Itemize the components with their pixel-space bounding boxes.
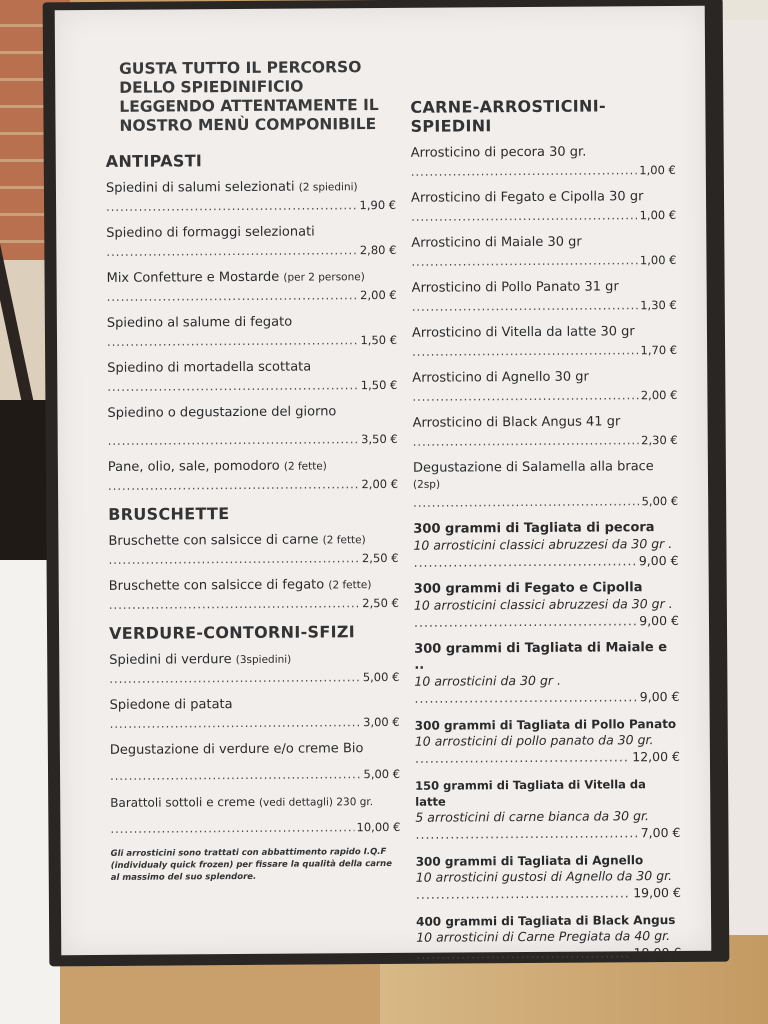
menu-item: Spiedone di patata ..... 3,00 € (110, 696, 400, 731)
menu-item: Mix Confetture e Mostarde (per 2 persone) ..... 2,00 € (107, 269, 397, 304)
menu-item: Arrosticino di Pollo Panato 31 gr ..... 1,30 € (412, 279, 677, 314)
menu-item: Spiedino al salume di fegato ..... 1,50 € (107, 314, 397, 349)
platter-item: 300 grammi di Tagliata di pecora 10 arrosticini classici abruzzesi da 30 gr . ..... 9,00 € (413, 520, 678, 570)
right-column (410, 88, 681, 974)
menu-item: Bruschette con salsicce di fegato (2 fette) ..... 2,50 € (109, 577, 399, 612)
menu-item: Spiedini di salumi selezionati (2 spiedini) ..... 1,90 € (106, 179, 396, 214)
menu-item: Spiedino o degustazione del giorno ..... 3,50 € (107, 404, 397, 448)
platter-item: 300 grammi di Tagliata di Maiale e .. 10 arrosticini da 30 gr . ..... 9,00 € (414, 640, 679, 706)
menu-item: Arrosticino di Fegato e Cipolla 30 gr ..... 1,00 € (411, 189, 676, 224)
menu-item: Spiedino di formaggi selezionati ..... 2,80 € (106, 224, 396, 259)
menu-item: Spiedino di mortadella scottata ..... 1,50 € (107, 359, 397, 394)
platter-item: 400 grammi di Tagliata di Black Angus 10 arrosticini di Carne Pregiata da 40 gr. ..... 19,00 € (416, 912, 681, 962)
section-carne-title: CARNE-ARROSTICINI-SPIEDINI (410, 96, 606, 136)
menu-item: Spiedini di verdure (3spiedini) ..... 5,00 € (109, 651, 399, 686)
menu-item: Arrosticino di Vitella da latte 30 gr ..... 1,70 € (412, 324, 677, 359)
menu-item: Bruschette con salsicce di carne (2 fette) ..... 2,50 € (108, 532, 398, 567)
left-column (105, 58, 401, 884)
platter-item: 300 grammi di Tagliata di Agnello 10 arrosticini gustosi di Agnello da 30 gr. ..... 19,00 € (416, 852, 681, 902)
platter-item: 300 grammi di Tagliata di Pollo Panato 10 arrosticini di pollo panato da 30 gr. ..... 12,00 € (415, 716, 680, 766)
platter-item: 300 grammi di Fegato e Cipolla 10 arrosticini classici abruzzesi da 30 gr . ..... 9,00 € (414, 580, 679, 630)
menu-item: Arrosticino di Maiale 30 gr ..... 1,00 € (411, 234, 676, 269)
quality-footnote: Gli arrosticini sono trattati con abbattimento rapido I.Q.F (individualy quick frozen) per fissare la qualità della carne al massimo del suo splendore. (110, 846, 393, 883)
section-antipasti-title: ANTIPASTI (105, 151, 203, 171)
menu-item: Arrosticino di Agnello 30 gr ..... 2,00 € (412, 369, 677, 404)
menu-item: Arrosticino di pecora 30 gr. ..... 1,00 € (411, 144, 676, 179)
menu-item: Degustazione di verdure e/o creme Bio ..... 5,00 € (110, 741, 400, 783)
menu-page (55, 6, 712, 961)
menu-item: Arrosticino di Black Angus 41 gr ..... 2,30 € (413, 414, 678, 449)
platter-item: 150 grammi di Tagliata di Vitella da latte 5 arrosticini di carne bianca da 30 gr. ..... 7,00 € (415, 776, 680, 842)
section-verdure-title: VERDURE-CONTORNI-SFIZI (108, 622, 356, 643)
menu-item: Pane, olio, sale, pomodoro (2 fette) ..... 2,00 € (108, 458, 398, 493)
section-bruschette-title: BRUSCHETTE (108, 504, 230, 524)
menu-item: Barattoli sottoli e creme (vedi dettagli) 230 gr. ..... 10,00 € (110, 793, 400, 836)
intro-heading: GUSTA TUTTO IL PERCORSO DELLO SPIEDINIFICIO LEGGENDO ATTENTAMENTE IL NOSTRO MENÙ COMPONIBILE (119, 58, 379, 135)
menu-item: Degustazione di Salamella alla brace (2sp) ..... 5,00 € (413, 459, 678, 510)
